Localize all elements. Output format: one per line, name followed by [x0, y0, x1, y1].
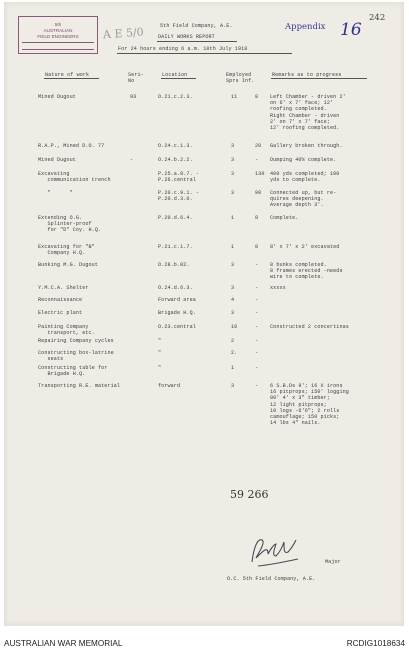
- row-nature: Transporting R.E. material: [38, 383, 121, 389]
- row-nature: Constructing box-latrine seats: [38, 350, 114, 363]
- row-inf: 8: [255, 215, 259, 221]
- handwritten-number: 59 266: [230, 488, 269, 501]
- report-period: For 24 hours ending 6 a.m. 10th July 1918: [118, 46, 248, 52]
- row-inf: 130: [255, 171, 265, 177]
- appendix-number: 16: [340, 20, 362, 40]
- row-location: ": [158, 350, 162, 356]
- row-inf: -: [255, 285, 259, 291]
- row-sprs: 2: [231, 338, 235, 344]
- row-sprs: 3: [231, 157, 235, 163]
- row-nature: Painting Company transport, etc.: [38, 324, 95, 337]
- signature-rank: Major: [325, 559, 341, 565]
- row-location: O.23.central: [158, 324, 196, 330]
- row-remarks: Left Chamber - driven 2' on 6' x 7' face; 12' roofing completed. Right Chamber - driven 2' on 7' x 7' face; 12' roofing completed.: [270, 94, 346, 132]
- row-nature: Mined Dugout: [38, 157, 76, 163]
- row-inf: -: [255, 365, 259, 371]
- row-location: P.20.d.6.4.: [158, 215, 193, 221]
- row-nature: Excavating communication trench: [38, 171, 111, 184]
- row-location: Forward area: [158, 297, 196, 303]
- row-nature: Y.M.C.A. Shelter: [38, 285, 89, 291]
- pencil-annotation: A E 5/0: [102, 25, 145, 42]
- row-sprs: 4: [231, 297, 235, 303]
- row-sprs: 3: [231, 383, 235, 389]
- row-nature: R.A.P., Mined D.O. 77: [38, 143, 105, 149]
- row-remarks: xxxxx: [270, 285, 286, 291]
- row-inf: -: [255, 350, 259, 356]
- row-sprs: 11: [231, 94, 238, 100]
- row-sprs: 2.: [231, 350, 238, 356]
- row-sprs: 1: [231, 215, 235, 221]
- col-nature: Nature of work: [45, 72, 90, 78]
- row-remarks: Connected up, but re- quires deepening. Average depth 3'.: [270, 190, 337, 209]
- col-remarks: Remarks as to progress: [272, 72, 342, 78]
- row-sprs: 3: [231, 171, 235, 177]
- record-id: RCDIG1018634: [346, 639, 405, 648]
- row-remarks: 8' x 7' x 2' excavated: [270, 244, 340, 250]
- row-nature: Excavating for "B" Company H.Q.: [38, 244, 95, 257]
- row-inf: 90: [255, 190, 262, 196]
- row-remarks: Dumping 40% complete.: [270, 157, 337, 163]
- row-inf: -: [255, 310, 259, 316]
- row-nature: Bunking M.G. Dugout: [38, 262, 98, 268]
- row-serial: 93: [130, 94, 137, 100]
- row-nature: Mined Dugout: [38, 94, 76, 100]
- row-sprs: 3: [231, 310, 235, 316]
- row-remarks: Constructed 2 concertinas: [270, 324, 349, 330]
- row-sprs: 1: [231, 244, 235, 250]
- row-location: ": [158, 338, 162, 344]
- row-remarks: 400 yds completed; 100 yds to complete.: [270, 171, 340, 184]
- row-remarks: 8 bunks completed. 8 frames erected -needs wire to complete.: [270, 262, 343, 281]
- stamp-line-1: 5th: [54, 22, 62, 27]
- report-title: DAILY WORKS REPORT: [158, 34, 215, 40]
- row-sprs: 3: [231, 143, 235, 149]
- row-remarks: Complete.: [270, 215, 299, 221]
- stamp-line-2: AUSTRALIAN: [43, 28, 73, 33]
- col-employed: Employed Sprs Inf.: [226, 72, 255, 85]
- signature-title: O.C. 5th Field Company, A.E.: [227, 576, 316, 582]
- row-inf: -: [255, 338, 259, 344]
- row-nature: Repairing Company cycles: [38, 338, 114, 344]
- row-inf: -: [255, 157, 259, 163]
- unit-stamp: [18, 16, 98, 54]
- row-location: O.28.b.02.: [158, 262, 190, 268]
- archive-label: AUSTRALIAN WAR MEMORIAL: [4, 639, 123, 648]
- row-location: O.24.b.2.2.: [158, 157, 193, 163]
- row-sprs: 3: [231, 285, 235, 291]
- row-inf: -: [255, 262, 259, 268]
- row-serial: -: [130, 157, 134, 163]
- row-nature: Constructing table for Brigade H.Q.: [38, 365, 108, 378]
- row-inf: 8: [255, 244, 259, 250]
- row-inf: 20: [255, 143, 262, 149]
- row-location: forward: [158, 383, 181, 389]
- row-location: O.21.c.2.3.: [158, 94, 193, 100]
- row-nature: Electric plant: [38, 310, 83, 316]
- row-location: P.25.a.8.7. - P.26.central: [158, 171, 200, 184]
- row-inf: 8: [255, 94, 259, 100]
- row-location: O.24.d.6.3.: [158, 285, 193, 291]
- row-inf: -: [255, 297, 259, 303]
- stamp-line-3: FIELD ENGINEERS: [37, 33, 79, 39]
- row-nature: " ": [38, 190, 73, 196]
- appendix-label: Appendix: [285, 22, 326, 32]
- company-heading: 5th Field Company, A.E.: [160, 23, 233, 29]
- row-sprs: 3: [231, 190, 235, 196]
- row-nature: Reconnaissance: [38, 297, 83, 303]
- row-sprs: 1: [231, 365, 235, 371]
- row-location: P.21.c.1.7.: [158, 244, 193, 250]
- row-location: ": [158, 365, 162, 371]
- row-location: P.20.c.9.1. - P.20.d.3.0.: [158, 190, 200, 203]
- row-sprs: 10: [231, 324, 238, 330]
- col-serial: Seri- No: [128, 72, 144, 85]
- row-location: Brigade H.Q.: [158, 310, 196, 316]
- row-sprs: 3: [231, 262, 235, 268]
- row-remarks: Gallery broken through.: [270, 143, 343, 149]
- row-nature: Extending O.G. Splinter-proof for "D" Coy. H.Q.: [38, 215, 102, 234]
- col-location: Location: [162, 72, 188, 78]
- row-inf: -: [255, 324, 259, 330]
- row-inf: -: [255, 383, 259, 389]
- row-remarks: 6 S.B.Ds 9'; 16 X irons 16 pitprops; 150' logging 80' 4' x 3" timber; 12 light pitprops; 10 logs -6'6"; 2 rolls camouflage; 150 picks; 14 lbs 4" nails.: [270, 383, 349, 427]
- page-number: 242: [369, 13, 386, 23]
- row-location: O.24.c.1.3.: [158, 143, 193, 149]
